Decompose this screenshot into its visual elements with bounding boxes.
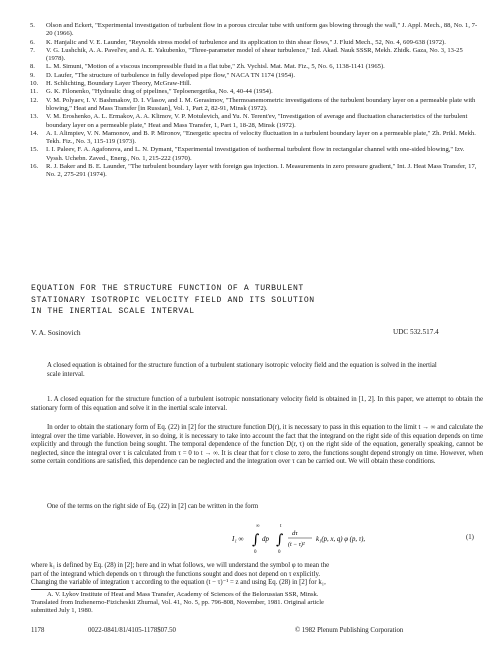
- paragraph-term-form: One of the terms on the right side of Eq. (22) in [2] can be written in the form: [47, 503, 259, 510]
- reference-item: [30, 47, 480, 64]
- abstract: A closed equation is obtained for the structure function of a turbulent stationary isotropic velocity field and the equation is solved in the inertial scale interval.: [47, 362, 437, 378]
- reference-list: [30, 22, 480, 180]
- journal-code: 0022-0841/81/4105-1178$07.50: [88, 627, 176, 634]
- article-title: [31, 283, 391, 318]
- reference-item: [30, 22, 480, 39]
- footnote-rule: [31, 589, 126, 590]
- text-line: part of the integrand which depends on τ through the functions sought and does not depend on τ explicitly.: [31, 570, 321, 578]
- reference-number: 11.: [30, 88, 38, 96]
- page-number: 1178: [31, 627, 45, 634]
- reference-item: [30, 113, 480, 130]
- reference-item: [30, 39, 480, 47]
- reference-text: H. Schlichting, Boundary Layer Theory, McGraw-Hill.: [46, 80, 192, 88]
- udc-code: UDC 532.517.4: [393, 328, 439, 336]
- reference-item: [30, 88, 480, 96]
- reference-item: [30, 72, 480, 80]
- reference-item: [30, 163, 480, 180]
- reference-number: 5.: [30, 22, 35, 29]
- author-name: V. A. Sosinovich: [31, 328, 81, 337]
- equation-1: [232, 519, 372, 559]
- fraction-denominator: (t − τ)²: [288, 542, 305, 548]
- reference-item: [30, 97, 480, 114]
- reference-number: 12.: [30, 96, 39, 104]
- reference-number: 16.: [30, 163, 39, 171]
- reference-number: 10.: [30, 80, 39, 88]
- reference-text: I. I. Paleev, F. A. Agafonova, and L. N. Dymant, "Experimental investigation of isothermal turbulent flow in rectangular channel with one-sided blowing," Izv. Vyssh. Uchebn. Zaved., Energ., No. 1, 215-222 (1970).: [46, 146, 465, 162]
- reference-text: D. Laufer, "The structure of turbulence in fully developed pipe flow," NACA TN 1174 (1954).: [46, 71, 295, 79]
- reference-item: [30, 130, 480, 147]
- reference-number: 14.: [30, 129, 39, 137]
- affiliation-line: A. V. Lykov Institute of Heat and Mass Transfer, Academy of Sciences of the Belorussian SSR, Minsk.: [47, 591, 319, 598]
- reference-text: V. M. Polyaev, I. V. Bashmakov, D. I. Vlasov, and I. M. Gerasimov, "Thermoanemometric investigations of the turbulent boundary layer on a permeable plate with blowing," Heat and Mass Transfer [in Russian], Vol. 1, Part 2, 82-91, Minsk (1972).: [46, 96, 476, 112]
- integral-upper-limit: ∞: [256, 524, 260, 529]
- equation-rest: k₁(p, x, q) φ (p, τ),: [316, 536, 366, 543]
- reference-item: [30, 80, 480, 88]
- paragraph-stationary-form: In order to obtain the stationary form of Eq. (22) in [2] for the structure function D(r), it is necessary to pass in this equation to the limit t → ∞ and calculate the integral over the time variable. However, in so doing, it is necessary to take into account the fact that the integrand on the right side of this equation depends on time explicitly and through the function being sought. The temporal dependence of the function D(r, τ) on the right side of the equation, generally speaking, cannot be neglected, since the integral over τ is calculated from τ = 0 to t → ∞. It is clear that for τ close to zero, the functions sought depend strongly on time. However, when some certain conditions are satisfied, this dependence can be neglected and the integration over τ can be carried out. We will obtain these conditions.: [31, 424, 483, 466]
- title-line: IN THE INERTIAL SCALE INTERVAL: [31, 307, 195, 316]
- reference-text: L. M. Simuni, "Motion of a viscous incompressible fluid in a flat tube," Zh. Vychisl. Mat. Mat. Fiz., 5, No. 6, 1138-1141 (1965).: [46, 63, 385, 71]
- reference-text: G. K. Filonenko, "Hydraulic drag of pipelines," Teploenergetika, No. 4, 40-44 (1954).: [46, 88, 273, 96]
- reference-text: R. J. Baker and B. E. Launder, "The turbulent boundary layer with foreign gas injection. I. Measurements in zero pressure gradient," Int. J. Heat Mass Transfer, 17, No. 2, 275-291 (1974).: [46, 163, 477, 179]
- paragraph-after-equation: [31, 562, 483, 588]
- paragraph-intro: 1. A closed equation for the structure function of a turbulent isotropic nonstationary velocity field is obtained in [1, 2]. In this paper, we attempt to obtain the stationary form of this equation and solve it in the inertial scale interval.: [31, 396, 483, 412]
- integral-lower-limit: 0: [254, 550, 257, 555]
- reference-text: V. G. Lushchik, A. A. Pavel'ev, and A. E. Yakubenko, "Three-parameter model of shear turbulence," Izd. Akad. Nauk SSSR, Mekh. Zhidk. Gaza, No. 3, 13-25 (1978).: [46, 46, 463, 63]
- title-line: EQUATION FOR THE STRUCTURE FUNCTION OF A TURBULENT: [31, 284, 304, 293]
- reference-text: V. M. Eroshenko, A. L. Ermakov, A. A. Klimov, V. P. Motulevich, and Yu. N. Terent'ev, "Investigation of average and fluctuation characteristics of the turbulent boundary layer on a permeable plate," Heat and Mass Transfer, 1, Part 1, 18-28, Minsk (1972).: [46, 113, 468, 129]
- affiliation-line: submitted July 1, 1980.: [31, 607, 93, 615]
- reference-text: A. I. Alimpiev, V. N. Mamonov, and B. P. Mironov, "Energetic spectra of velocity fluctuation in a turbulent boundary layer on a permeable plate," Zh. Prikl. Mekh. Tekh. Fiz., No. 3, 115-119 (1973).: [46, 129, 476, 146]
- copyright: © 1982 Plenum Publishing Corporation: [295, 627, 404, 634]
- integral-sign: ∫: [252, 532, 260, 548]
- integral-sign-2: ∫: [276, 532, 284, 548]
- reference-text: K. Hanjalic and V. E. Launder, "Reynolds stress model of turbulence and its application to thin shear flows," J. Fluid Mech., 52, No. 4, 609-638 (1972).: [46, 38, 446, 46]
- integral2-lower-limit: 0: [278, 550, 281, 555]
- equation-dp: dp: [262, 535, 269, 543]
- fraction-numerator: dτ: [292, 530, 298, 537]
- reference-number: 9.: [30, 71, 35, 79]
- equation-lhs: I₁ ∞: [232, 535, 244, 543]
- title-line: STATIONARY ISOTROPIC VELOCITY FIELD AND ITS SOLUTION: [31, 295, 315, 305]
- reference-number: 8.: [30, 63, 35, 71]
- reference-number: 6.: [30, 38, 35, 46]
- affiliation-line: Translated from Inzhenerno-Fizicheskii Zhurnal, Vol. 41, No. 5, pp. 796-808, November, 1981. Original article: [31, 599, 324, 607]
- integral2-upper-limit: t: [280, 524, 282, 529]
- text-line: Changing the variable of integration τ according to the equation (t − τ)⁻¹ = z and using Eq. (28) in [2] for k₁,: [31, 579, 326, 587]
- reference-number: 7.: [30, 46, 35, 54]
- affiliation-footnote: [31, 591, 481, 616]
- reference-number: 13.: [30, 113, 39, 121]
- reference-text: Olson and Eckert, "Experimental investigation of turbulent flow in a porous circular tube with uniform gas blowing through the wall," J. Appl. Mech., 88, No. 1, 7-20 (1966).: [46, 22, 478, 38]
- reference-number: 15.: [30, 146, 39, 154]
- equation-number: (1): [466, 534, 474, 541]
- reference-item: [30, 146, 480, 163]
- reference-item: [30, 63, 480, 71]
- text-line: where k₁ is defined by Eq. (28) in [2]; here and in what follows, we will understand the symbol φ to mean the: [31, 562, 330, 569]
